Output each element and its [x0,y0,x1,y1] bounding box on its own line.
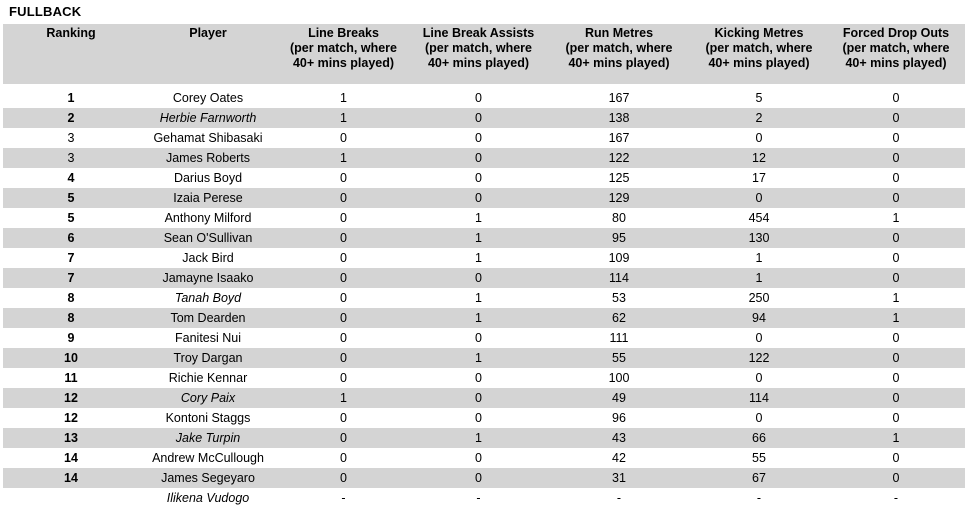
player-cell: Jamayne Isaako [139,268,277,288]
player-cell: Richie Kennar [168,371,248,385]
rank-cell: 5 [67,211,75,225]
line-breaks-cell: 0 [340,371,347,385]
line-break-assists-cell: 0 [475,371,482,385]
table-row [3,288,965,308]
run-metres-cell: 109 [608,251,630,265]
run-metres-cell: 95 [547,228,691,248]
player-cell: Andrew McCullough [152,451,264,465]
run-metres-cell: 100 [608,371,630,385]
forced-drop-outs-cell: 0 [827,228,965,248]
rank-cell: 6 [3,228,139,248]
kicking-metres-cell: 122 [691,348,827,368]
line-break-assists-cell: 0 [410,468,547,488]
table-row [3,268,965,288]
forced-drop-outs-cell: 0 [827,108,965,128]
rank-cell: 12 [64,411,78,425]
page-title: FULLBACK [9,4,82,19]
table-row [3,128,965,148]
column-header-forced-drop-outs: Forced Drop Outs (per match, where 40+ mins played) [827,24,965,84]
rank-cell: 1 [67,91,75,105]
rank-cell [3,488,139,508]
forced-drop-outs-cell: 0 [827,268,965,288]
run-metres-cell: 55 [547,348,691,368]
kicking-metres-cell: 0 [755,331,763,345]
rank-cell: 11 [64,371,78,385]
line-break-assists-cell: 0 [410,108,547,128]
forced-drop-outs-cell: 0 [827,188,965,208]
run-metres-cell: 53 [612,291,626,305]
player-cell: Jack Bird [182,251,234,265]
rank-cell: 5 [3,188,139,208]
column-header-player: Player [139,24,277,84]
table-row [3,148,965,168]
line-breaks-cell: 0 [277,348,410,368]
rank-cell: 3 [3,148,139,168]
player-cell: Corey Oates [172,91,244,105]
line-break-assists-cell: 1 [475,211,482,225]
line-breaks-cell: 0 [277,188,410,208]
run-metres-cell: 111 [609,331,629,345]
line-breaks-cell: 0 [340,131,347,145]
player-cell: Tanah Boyd [174,291,242,305]
player-cell: Ilikena Vudogo [166,491,250,505]
line-break-assists-cell: 1 [410,308,547,328]
table-row [3,208,965,228]
line-break-assists-cell: 0 [475,411,482,425]
kicking-metres-cell: 1 [691,268,827,288]
run-metres-cell: 122 [547,148,691,168]
forced-drop-outs-cell: 0 [892,251,900,265]
rank-cell: 8 [67,291,75,305]
line-break-assists-cell: 0 [475,171,482,185]
rank-cell: 8 [3,308,139,328]
line-break-assists-cell: 1 [410,348,547,368]
player-cell: Darius Boyd [173,171,243,185]
line-break-assists-cell: 1 [410,428,547,448]
kicking-metres-cell: 5 [755,91,763,105]
player-cell: Izaia Perese [139,188,277,208]
forced-drop-outs-cell: 1 [827,428,965,448]
run-metres-cell: 167 [608,131,630,145]
player-cell: Anthony Milford [164,211,252,225]
forced-drop-outs-cell: 0 [892,331,900,345]
line-breaks-cell: 0 [277,228,410,248]
column-header-ranking: Ranking [3,24,139,84]
line-break-assists-cell: 0 [475,91,482,105]
forced-drop-outs-cell: 0 [892,371,900,385]
kicking-metres-cell: 130 [691,228,827,248]
run-metres-cell: 138 [547,108,691,128]
line-break-assists-cell: 0 [410,268,547,288]
line-breaks-cell: - [341,491,346,505]
run-metres-cell: 31 [547,468,691,488]
forced-drop-outs-cell: 0 [892,171,900,185]
line-breaks-cell: 0 [340,171,347,185]
run-metres-cell: 80 [612,211,626,225]
rank-cell: 3 [67,131,75,145]
forced-drop-outs-cell: 1 [892,291,900,305]
table-row [3,308,965,328]
column-header-kicking-metres: Kicking Metres (per match, where 40+ mins played) [691,24,827,84]
forced-drop-outs-cell: 0 [892,411,900,425]
run-metres-cell: 62 [547,308,691,328]
kicking-metres-cell: 17 [752,171,766,185]
rank-cell: 2 [3,108,139,128]
table-row [3,168,965,188]
rank-cell: 4 [67,171,75,185]
run-metres-cell: 125 [608,171,630,185]
line-break-assists-cell: - [476,491,481,505]
run-metres-cell: - [616,491,622,505]
kicking-metres-cell: 55 [752,451,766,465]
forced-drop-outs-cell: - [893,491,899,505]
kicking-metres-cell: 2 [691,108,827,128]
line-break-assists-cell: 1 [475,291,482,305]
line-breaks-cell: 1 [340,91,347,105]
run-metres-cell: 42 [612,451,626,465]
line-breaks-cell: 0 [277,428,410,448]
run-metres-cell: 129 [547,188,691,208]
forced-drop-outs-cell: 0 [827,148,965,168]
line-break-assists-cell: 0 [475,331,482,345]
player-cell: Tom Dearden [139,308,277,328]
player-cell: James Segeyaro [139,468,277,488]
line-breaks-cell: 0 [340,211,347,225]
player-cell: Cory Paix [139,388,277,408]
run-metres-cell: 43 [547,428,691,448]
stats-table [3,24,965,508]
line-breaks-cell: 1 [277,388,410,408]
kicking-metres-cell: 0 [755,411,763,425]
rank-cell: 10 [3,348,139,368]
rank-cell: 14 [3,468,139,488]
line-breaks-cell: 1 [277,108,410,128]
rank-cell: 7 [3,268,139,288]
player-cell: Gehamat Shibasaki [153,131,263,145]
header-row [3,24,965,84]
rank-cell: 9 [67,331,75,345]
kicking-metres-cell: 0 [755,371,763,385]
kicking-metres-cell: 0 [691,188,827,208]
table-row [3,88,965,108]
line-break-assists-cell: 0 [410,388,547,408]
table-row [3,428,965,448]
line-breaks-cell: 0 [277,468,410,488]
kicking-metres-cell: 114 [691,388,827,408]
table-row [3,408,965,428]
forced-drop-outs-cell: 0 [827,388,965,408]
forced-drop-outs-cell: 0 [827,348,965,368]
line-break-assists-cell: 0 [410,148,547,168]
run-metres-cell: 167 [608,91,630,105]
kicking-metres-cell: 454 [748,211,770,225]
kicking-metres-cell: - [756,491,762,505]
kicking-metres-cell: 1 [755,251,763,265]
forced-drop-outs-cell: 0 [892,131,900,145]
column-header-line-breaks: Line Breaks (per match, where 40+ mins played) [277,24,410,84]
table-row [3,188,965,208]
line-break-assists-cell: 1 [475,251,482,265]
line-break-assists-cell: 0 [475,131,482,145]
column-header-run-metres: Run Metres (per match, where 40+ mins played) [547,24,691,84]
forced-drop-outs-cell: 0 [827,468,965,488]
kicking-metres-cell: 250 [748,291,770,305]
player-cell: Jake Turpin [139,428,277,448]
forced-drop-outs-cell: 1 [892,211,900,225]
table-row [3,348,965,368]
table-row [3,468,965,488]
table-row [3,368,965,388]
kicking-metres-cell: 66 [691,428,827,448]
line-break-assists-cell: 0 [475,451,482,465]
table-row [3,328,965,348]
player-cell: Troy Dargan [139,348,277,368]
run-metres-cell: 96 [612,411,626,425]
line-breaks-cell: 0 [277,308,410,328]
table-row [3,248,965,268]
kicking-metres-cell: 94 [691,308,827,328]
table-row [3,448,965,468]
line-breaks-cell: 0 [277,268,410,288]
player-cell: Sean O'Sullivan [139,228,277,248]
line-breaks-cell: 0 [340,331,347,345]
run-metres-cell: 49 [547,388,691,408]
player-cell: Herbie Farnworth [139,108,277,128]
line-breaks-cell: 0 [340,291,347,305]
line-breaks-cell: 0 [340,451,347,465]
kicking-metres-cell: 67 [691,468,827,488]
line-break-assists-cell: 1 [410,228,547,248]
line-breaks-cell: 0 [340,251,347,265]
forced-drop-outs-cell: 1 [827,308,965,328]
rank-cell: 12 [3,388,139,408]
player-cell: Fanitesi Nui [175,331,241,345]
kicking-metres-cell: 0 [755,131,763,145]
forced-drop-outs-cell: 0 [892,91,900,105]
table-row [3,388,965,408]
table-row [3,108,965,128]
forced-drop-outs-cell: 0 [892,451,900,465]
kicking-metres-cell: 12 [691,148,827,168]
line-break-assists-cell: 0 [410,188,547,208]
rank-cell: 13 [3,428,139,448]
table-body [3,84,965,508]
column-header-line-break-assists: Line Break Assists (per match, where 40+ mins played) [410,24,547,84]
rank-cell: 7 [67,251,75,265]
table-row [3,488,965,508]
table-row [3,228,965,248]
player-cell: Kontoni Staggs [165,411,251,425]
line-breaks-cell: 1 [277,148,410,168]
rank-cell: 14 [64,451,78,465]
run-metres-cell: 114 [547,268,691,288]
player-cell: James Roberts [139,148,277,168]
line-breaks-cell: 0 [340,411,347,425]
